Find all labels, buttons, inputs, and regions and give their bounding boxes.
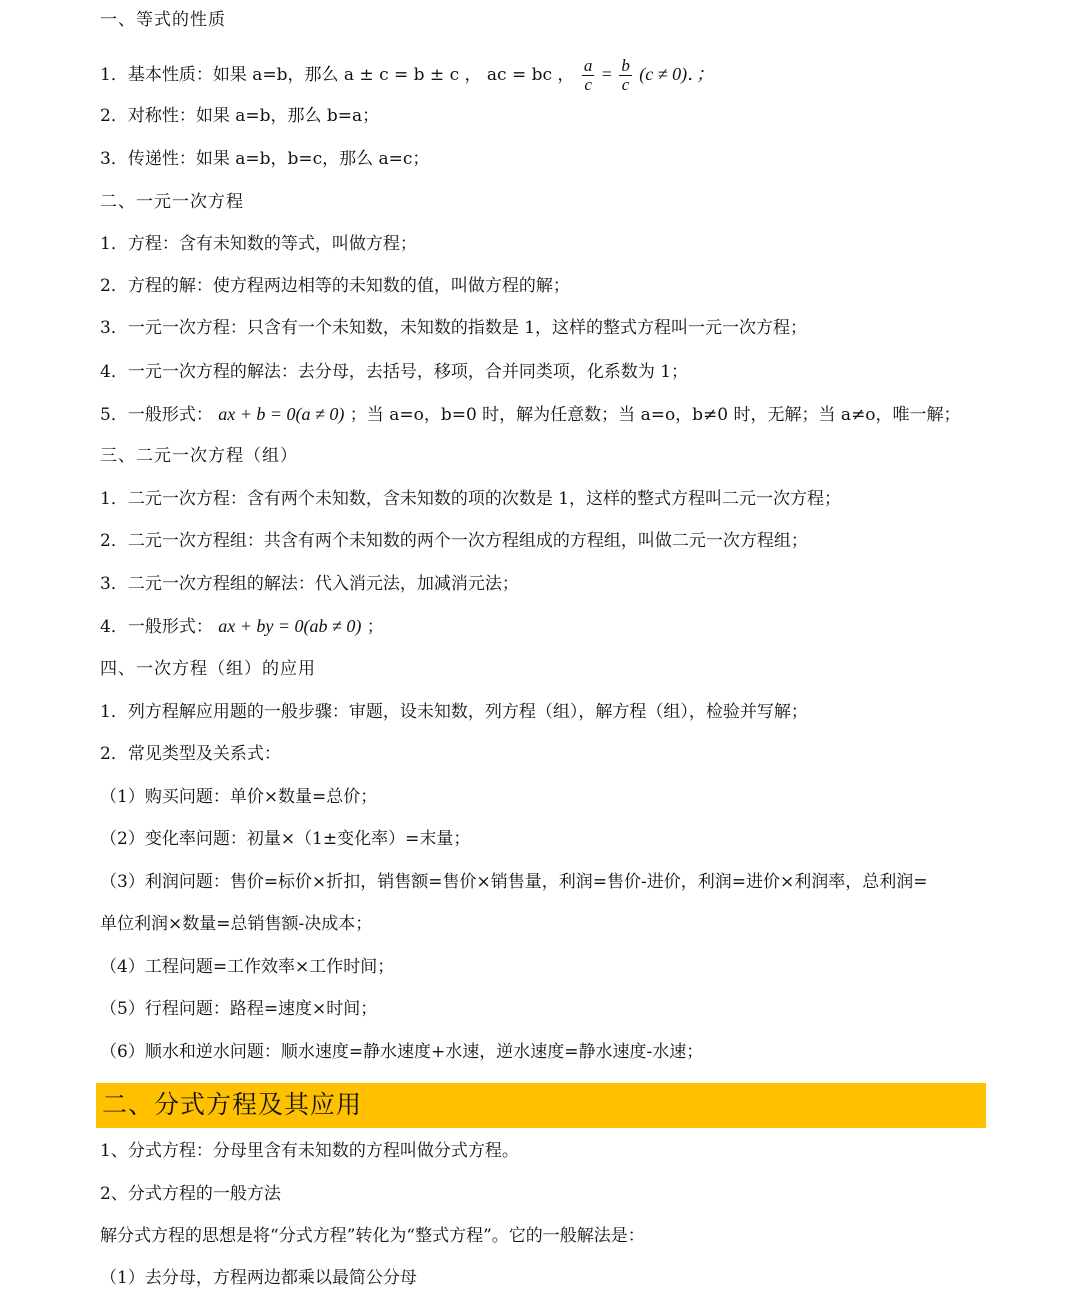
list-item-profit-cont: 单位利润×数量=总销售额-决成本； [100,914,373,934]
section-heading-applications: 四、一次方程（组）的应用 [100,659,316,679]
section-heading-equality-properties: 一、等式的性质 [100,10,226,30]
list-item-current: （6）顺水和逆水问题：顺水速度=静水速度+水速，逆水速度=静水速度-水速； [100,1042,704,1062]
general-form-formula: ax + b = 0(a ≠ 0) [218,404,345,424]
section-heading-linear-equation: 二、一元一次方程 [100,192,244,212]
list-item-equation-def: 1．方程：含有未知数的等式，叫做方程； [100,234,417,254]
list-item-linear-equation-method: 4．一元一次方程的解法：去分母，去括号，移项，合并同类项，化系数为 1； [100,362,689,382]
list-item-linear-equation-def: 3．一元一次方程：只含有一个未知数，未知数的指数是 1，这样的整式方程叫一元一次方程； [100,318,808,338]
list-item-two-var-system-def: 2．二元一次方程组：共含有两个未知数的两个一次方程组成的方程组，叫做二元一次方程组； [100,531,808,551]
fraction-b-over-c [619,57,632,94]
list-item-fractional-def: 1、分式方程：分母里含有未知数的方程叫做分式方程。 [100,1141,519,1161]
section-heading-two-var-equation: 三、二元一次方程（组） [100,446,298,466]
list-item-purchase: （1）购买问题：单价×数量=总价； [100,787,378,807]
fraction-denominator-c: c [584,75,592,94]
fraction-denominator-c2: c [621,75,630,94]
list-item-rate-change: （2）变化率问题：初量×（1±变化率）=末量； [100,829,471,849]
list-item-steps: 1．列方程解应用题的一般步骤：审题，设未知数，列方程（组），解方程（组），检验并写解； [100,702,808,722]
fraction-numerator-a: a [583,56,593,75]
two-var-form-formula: ax + by = 0(ab ≠ 0) [218,616,362,636]
list-item-two-var-def: 1．二元一次方程：含有两个未知数，含未知数的项的次数是 1，这样的整式方程叫二元一次方程； [100,489,842,509]
general-form-label: 5．一般形式： [100,405,213,425]
list-item-basic-property [100,57,714,94]
equals-sign: = [601,64,612,84]
section-banner [96,1083,986,1128]
fraction-numerator-b: b [621,56,630,75]
two-var-form-end: ； [366,617,384,637]
list-item-clear-denominator: （1）去分母，方程两边都乘以最简公分母 [100,1268,417,1288]
list-item-transitivity: 3．传递性：如果 a=b，b=c，那么 a=c； [100,149,430,169]
list-item-fractional-method: 2、分式方程的一般方法 [100,1184,281,1204]
list-item-common-types: 2．常见类型及关系式： [100,744,281,764]
general-form-cases: ；当 a=o，b=0 时，解为任意数；当 a=o，b≠0 时，无解；当 a≠o，唯一解； [349,405,961,425]
fraction-a-over-c [582,57,595,94]
paragraph-fractional-idea: 解分式方程的思想是将“分式方程”转化为“整式方程”。它的一般解法是： [100,1226,645,1246]
two-var-form-label: 4．一般形式： [100,617,213,637]
list-item-equation-solution: 2．方程的解：使方程两边相等的未知数的值，叫做方程的解； [100,276,570,296]
banner-title: 二、分式方程及其应用 [102,1090,363,1119]
list-item-profit: （3）利润问题：售价=标价×折扣，销售额=售价×销售量，利润=售价-进价，利润=进价×利润率，总利润= [100,872,928,892]
basic-property-text: 1．基本性质：如果 a=b，那么 a ± c = b ± c ， ac = bc ， [100,65,575,85]
list-item-general-form [100,402,961,427]
list-item-work: （4）工程问题=工作效率×工作时间； [100,957,395,977]
list-item-symmetry: 2．对称性：如果 a=b，那么 b=a； [100,106,380,126]
list-item-two-var-method: 3．二元一次方程组的解法：代入消元法，加减消元法； [100,574,519,594]
list-item-travel: （5）行程问题：路程=速度×时间； [100,999,378,1019]
fraction-condition: (c ≠ 0)．； [639,64,715,84]
list-item-two-var-general-form [100,614,384,639]
